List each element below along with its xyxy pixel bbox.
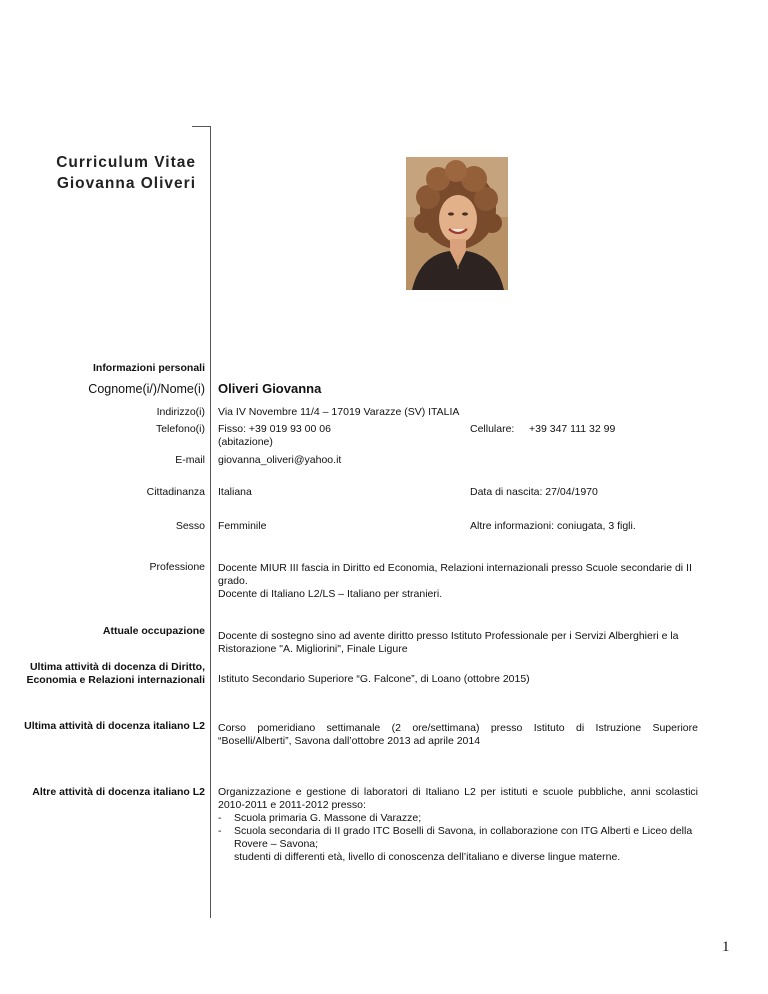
list-dash: - (218, 825, 222, 837)
other-italian-closing: studenti di differenti età, livello di conoscenza dell’italiano e diverse lingue materne. (234, 851, 621, 863)
list-item-text: Scuola secondaria di II grado ITC Boselli di Savona, in collaborazione con ITG Alberti e Liceo della Rovere – Savona; (234, 825, 693, 850)
list-item (218, 825, 698, 851)
phone-fixed-value: Fisso: +39 019 93 00 06 (218, 423, 331, 435)
other-italian-teaching-value (218, 786, 698, 864)
address-value: Via IV Novembre 11/4 – 17019 Varazze (SV) ITALIA (218, 406, 460, 418)
last-law-teaching-value: Istituto Secondario Superiore “G. Falcone”, di Loano (ottobre 2015) (218, 673, 530, 685)
profession-line2: Docente di Italiano L2/LS – Italiano per stranieri. (218, 588, 443, 600)
list-item-text: Scuola primaria G. Massone di Varazze; (234, 812, 422, 824)
name-label: Cognome(i/)/Nome(i) (88, 382, 205, 396)
profession-line1: Docente MIUR III fascia in Diritto ed Economia, Relazioni internazionali presso Scuole secondarie di II grado. (218, 562, 692, 587)
cv-title (56, 152, 196, 194)
other-info: Altre informazioni: coniugata, 3 figli. (470, 520, 636, 532)
cv-title-line2: Giovanna Oliveri (56, 175, 196, 192)
other-italian-intro: Organizzazione e gestione di laboratori di Italiano L2 per istituti e scuole pubbliche, anni scolastici 2010-2011 e 2011-2012 presso: (218, 786, 698, 811)
current-occupation-label: Attuale occupazione (102, 625, 205, 637)
cv-title-line1: Curriculum Vitae (56, 154, 196, 171)
citizenship-value: Italiana (218, 486, 252, 498)
email-value: giovanna_oliveri@yahoo.it (218, 454, 342, 466)
sex-label: Sesso (175, 520, 205, 532)
address-label: Indirizzo(i) (156, 406, 205, 418)
vertical-divider (210, 126, 211, 918)
profession-label: Professione (149, 561, 205, 573)
profession-value (218, 562, 703, 601)
last-italian-teaching-label: Ultima attività di docenza italiano L2 (24, 720, 205, 732)
email-label: E-mail (175, 454, 205, 466)
list-dash: - (218, 812, 222, 824)
mobile-value: +39 347 111 32 99 (529, 423, 616, 435)
phone-fixed (218, 423, 331, 449)
current-occupation-value: Docente di sostegno sino ad avente diritto presso Istituto Professionale per i Servizi Alberghieri e la Ristorazione "A. Migliorini", Finale Ligure (218, 630, 679, 655)
birth-date: Data di nascita: 27/04/1970 (470, 486, 598, 498)
phone-fixed-note: (abitazione) (218, 436, 273, 448)
name-value: Oliveri Giovanna (218, 381, 322, 396)
profile-photo-illustration (406, 157, 508, 290)
list-item (218, 812, 698, 825)
section-personal-info: Informazioni personali (92, 362, 205, 374)
phone-label: Telefono(i) (155, 423, 205, 435)
profile-photo (406, 157, 508, 290)
last-law-teaching-label (26, 661, 205, 687)
sex-value: Femminile (218, 520, 267, 532)
mobile-label: Cellulare: (470, 423, 515, 435)
divider-hook (192, 126, 211, 127)
citizenship-label: Cittadinanza (146, 486, 205, 498)
last-law-label-line1: Ultima attività di docenza di Diritto, (29, 661, 205, 673)
other-italian-teaching-label: Altre attività di docenza italiano L2 (32, 786, 205, 798)
last-italian-teaching-value: Corso pomeridiano settimanale (2 ore/settimana) presso Istituto di Istruzione Superiore “Boselli/Alberti”, Savona dall’ottobre 2013 ad aprile 2014 (218, 722, 698, 747)
last-law-label-line2: Economia e Relazioni internazionali (26, 674, 205, 686)
page-number: 1 (722, 939, 730, 955)
other-italian-list (218, 812, 698, 851)
